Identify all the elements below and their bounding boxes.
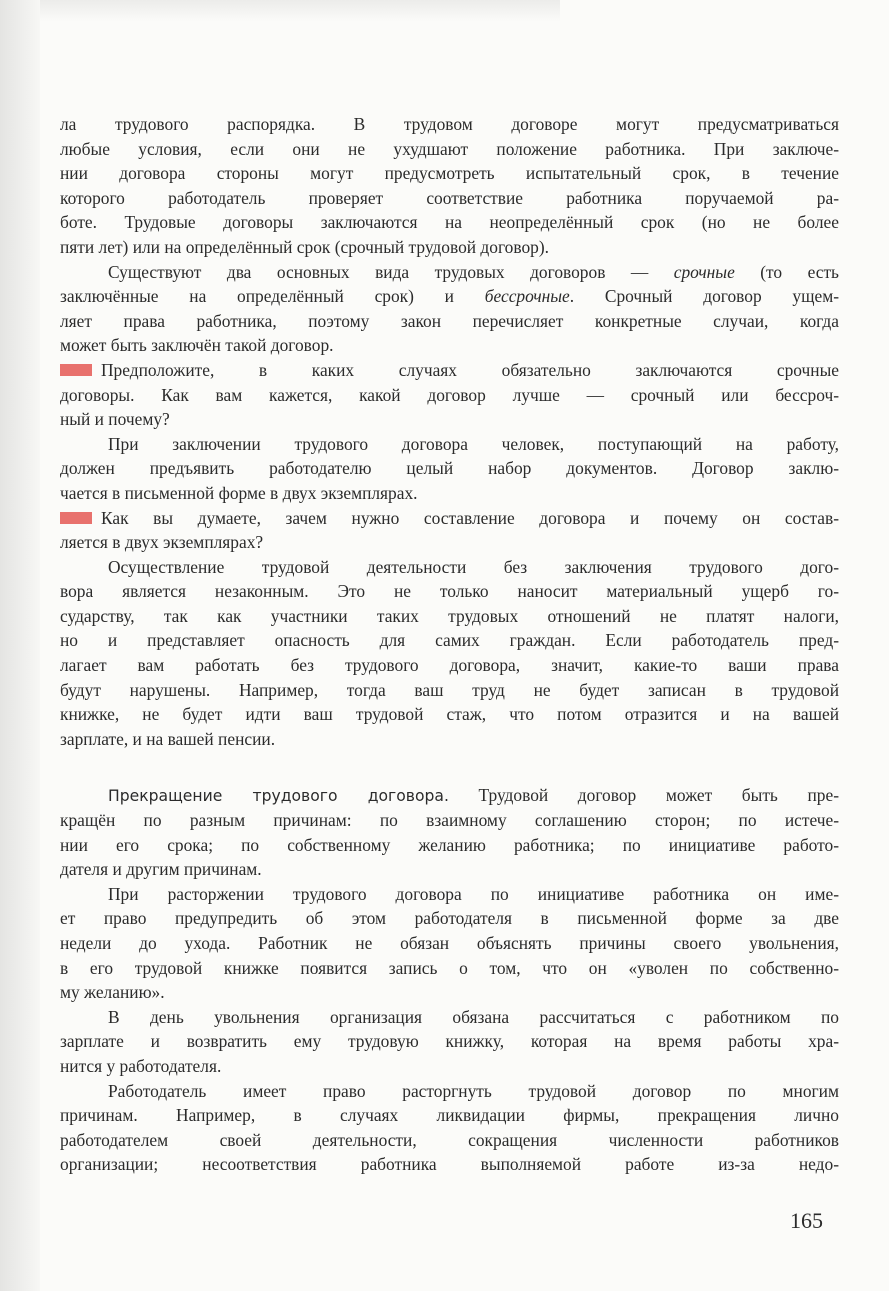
text-segment: которого работодатель проверяет соответствие работника поручаемой ра- <box>60 187 839 208</box>
text-line <box>60 432 839 457</box>
text-segment: . Срочный договор ущем- <box>569 286 839 307</box>
text-segment: вора является незаконным. Это не только наносит материальный ущерб го- <box>60 581 839 602</box>
text-line <box>60 309 839 334</box>
text-segment: нится у работодателя. <box>60 1055 222 1076</box>
text-line <box>60 1079 839 1104</box>
text-segment: Трудовой договор может быть пре- <box>448 785 839 806</box>
text-segment: должен предъявить работодателю целый набор документов. Договор заклю- <box>60 458 839 479</box>
text-line <box>60 857 839 882</box>
paragraph <box>60 260 839 358</box>
section-paragraph <box>60 783 839 881</box>
text-line <box>60 260 839 285</box>
text-line <box>60 210 839 235</box>
text-segment: любые условия, если они не ухудшают положение работника. При заключе- <box>60 138 839 159</box>
text-line <box>60 653 839 678</box>
text-segment: книжке, не будет идти ваш трудовой стаж, что потом отразится и на вашей <box>60 704 839 725</box>
text-line <box>60 186 839 211</box>
text-segment: боте. Трудовые договоры заключаются на неопределённый срок (но не более <box>60 212 839 233</box>
text-line <box>60 906 839 931</box>
paragraph <box>60 1079 839 1177</box>
text-line <box>60 137 839 162</box>
paragraph <box>60 112 839 260</box>
text-segment: Предположите, в каких случаях обязательно заключаются срочные <box>101 359 839 380</box>
text-line <box>60 604 839 629</box>
text-line <box>60 112 839 137</box>
text-line <box>60 808 839 833</box>
text-segment: заключённые на определённый срок) и <box>60 286 485 307</box>
text-segment: нии договора стороны могут предусмотреть испытательный срок, в течение <box>60 163 839 184</box>
paragraph <box>60 555 839 752</box>
paragraph <box>60 1005 839 1079</box>
text-line <box>60 727 839 752</box>
text-line <box>60 628 839 653</box>
scan-shadow-top <box>40 0 560 22</box>
text-segment: му желанию». <box>60 982 165 1003</box>
text-line <box>60 506 839 531</box>
text-segment: зарплате и возвратить ему трудовую книжку, которая на время работы хра- <box>60 1031 839 1052</box>
text-line <box>60 1103 839 1128</box>
text-segment: Как вы думаете, зачем нужно составление договора и почему он состав- <box>101 507 839 528</box>
text-line <box>60 358 839 383</box>
text-line <box>60 456 839 481</box>
text-line <box>60 235 839 260</box>
text-segment: организации; несоответствия работника выполняемой работе из-за недо- <box>60 1154 839 1175</box>
text-line <box>60 1128 839 1153</box>
emphasized-term: срочные <box>673 261 735 282</box>
text-segment: ляет права работника, поэтому закон перечисляет конкретные случаи, когда <box>60 310 839 331</box>
text-line <box>60 833 839 858</box>
text-line <box>60 1152 839 1177</box>
text-segment: но и представляет опасность для самих граждан. Если работодатель пред- <box>60 630 839 651</box>
text-line <box>60 1054 839 1079</box>
text-line <box>60 678 839 703</box>
text-line <box>60 980 839 1005</box>
text-line <box>60 407 839 432</box>
text-line <box>60 530 839 555</box>
text-line <box>60 783 839 808</box>
text-segment: будут нарушены. Например, тогда ваш труд не будет записан в трудовой <box>60 679 839 700</box>
text-line <box>60 931 839 956</box>
text-line <box>60 882 839 907</box>
page-number: 165 <box>790 1208 823 1233</box>
text-line <box>60 333 839 358</box>
text-segment: чается в письменной форме в двух экземплярах. <box>60 482 418 503</box>
text-segment: При заключении трудового договора человек, поступающий на работу, <box>108 433 839 454</box>
page-body <box>60 112 839 1177</box>
text-line <box>60 555 839 580</box>
text-segment: Работодатель имеет право расторгнуть трудовой договор по многим <box>108 1080 839 1101</box>
text-segment: ет право предупредить об этом работодателя в письменной форме за две <box>60 908 839 929</box>
text-line <box>60 702 839 727</box>
text-segment: Существуют два основных вида трудовых договоров — <box>108 261 674 282</box>
text-segment: ный и почему? <box>60 409 170 430</box>
text-segment: может быть заключён такой договор. <box>60 335 334 356</box>
text-line <box>60 284 839 309</box>
section-heading: Прекращение трудового договора. <box>108 787 449 806</box>
emphasized-term: бессрочные <box>484 286 570 307</box>
text-segment: сударству, так как участники таких трудовых отношений не платят налоги, <box>60 605 839 626</box>
scan-shadow-left <box>0 0 40 1291</box>
text-segment: Осуществление трудовой деятельности без заключения трудового дого- <box>108 556 839 577</box>
text-line <box>60 956 839 981</box>
paragraph <box>60 882 839 1005</box>
paragraph <box>60 432 839 506</box>
question-paragraph <box>60 506 839 555</box>
question-paragraph <box>60 358 839 432</box>
text-segment: пяти лет) или на определённый срок (срочный трудовой договор). <box>60 236 549 257</box>
text-segment: лагает вам работать без трудового договора, значит, какие-то ваши права <box>60 655 839 676</box>
text-line <box>60 579 839 604</box>
text-line <box>60 161 839 186</box>
text-segment: недели до ухода. Работник не обязан объяснять причины своего увольнения, <box>60 933 839 953</box>
text-line <box>60 1029 839 1054</box>
text-segment: ляется в двух экземплярах? <box>60 532 264 553</box>
text-segment: В день увольнения организация обязана рассчитаться с работником по <box>108 1006 839 1027</box>
text-segment: зарплате, и на вашей пенсии. <box>60 728 276 749</box>
text-segment: причинам. Например, в случаях ликвидации фирмы, прекращения лично <box>60 1105 839 1126</box>
text-segment: нии его срока; по собственному желанию работника; по инициативе работо- <box>60 834 839 855</box>
text-segment: кращён по разным причинам: по взаимному соглашению сторон; по истече- <box>60 810 839 831</box>
question-marker-icon <box>60 512 92 524</box>
text-segment: в его трудовой книжке появится запись о том, что он «уволен по собственно- <box>60 957 839 978</box>
text-segment: (то есть <box>734 261 839 282</box>
text-line <box>60 481 839 506</box>
text-segment: работодателем своей деятельности, сокращения численности работников <box>60 1129 839 1150</box>
text-segment: дателя и другим причинам. <box>60 859 262 880</box>
text-segment: При расторжении трудового договора по инициативе работника он име- <box>108 883 839 904</box>
text-segment: договоры. Как вам кажется, какой договор лучше — срочный или бессроч- <box>60 384 839 405</box>
text-line <box>60 1005 839 1030</box>
text-segment: ла трудового распорядка. В трудовом договоре могут предусматриваться <box>60 114 839 134</box>
text-line <box>60 383 839 408</box>
question-marker-icon <box>60 364 92 376</box>
